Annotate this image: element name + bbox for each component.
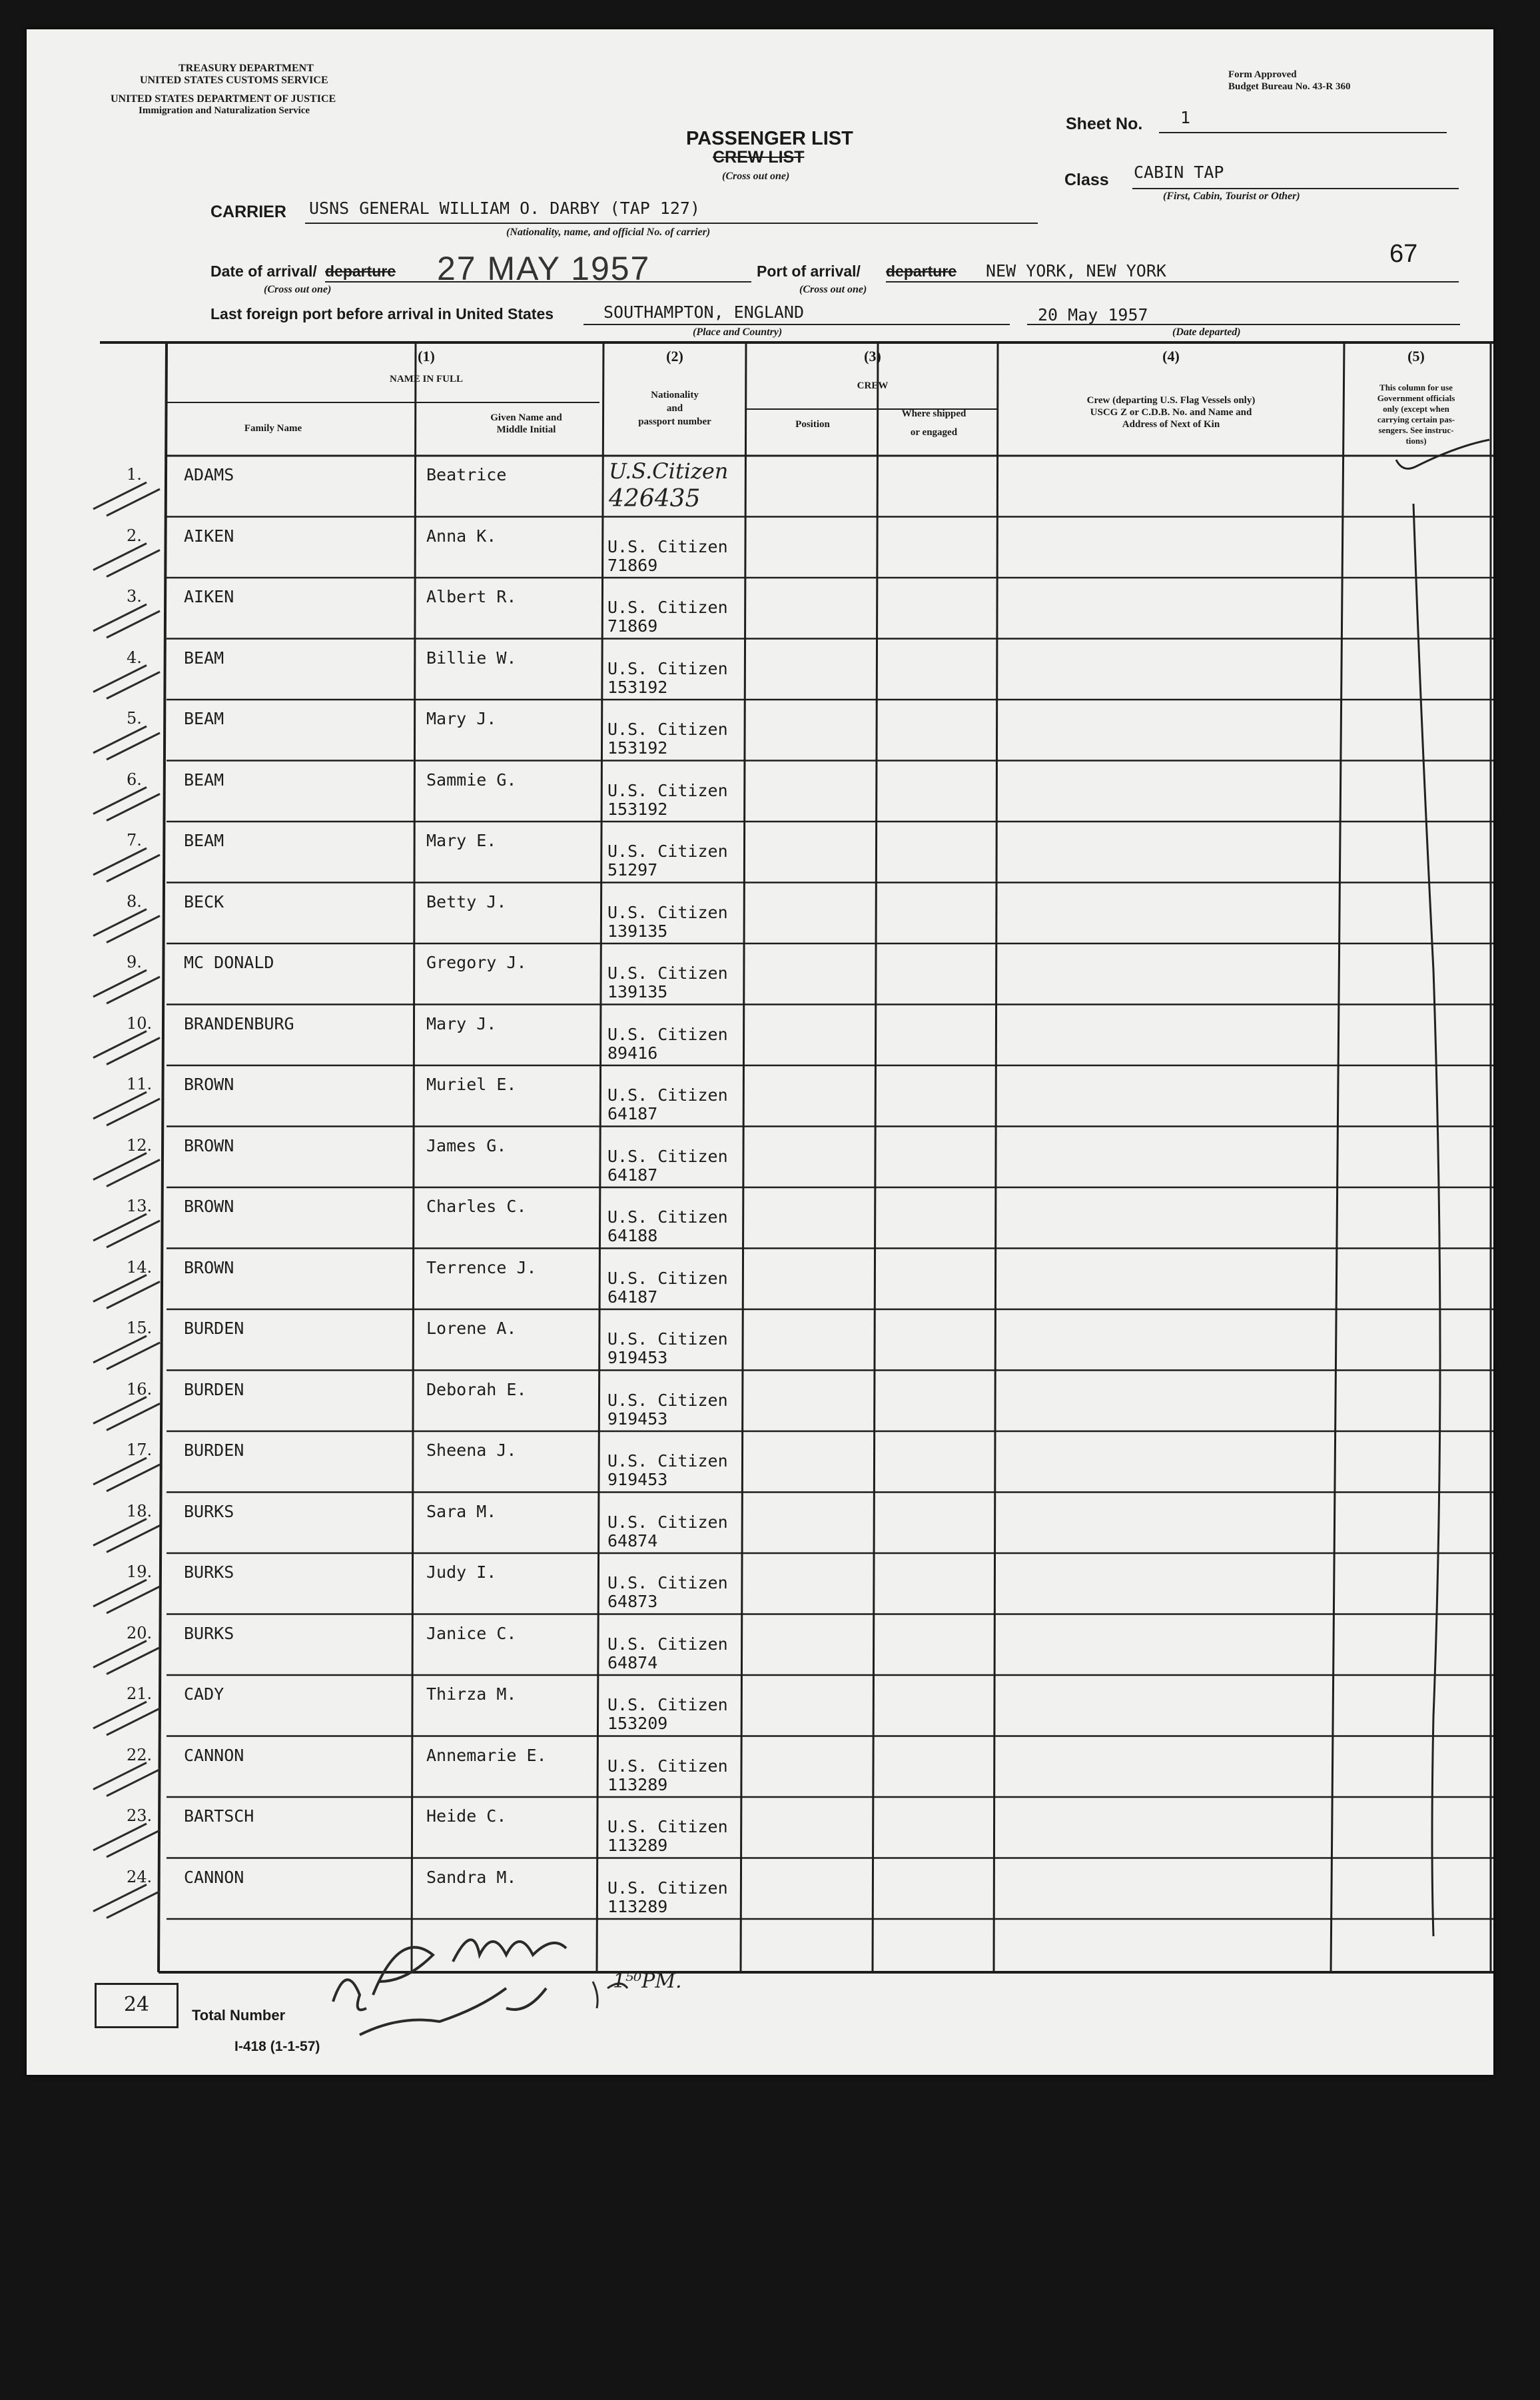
col5-title-5: sengers. See instruc- <box>1378 425 1454 435</box>
given-name: Heide C. <box>426 1806 507 1826</box>
family-name: CANNON <box>184 1867 244 1887</box>
last-foreign-port-value: SOUTHAMPTON, ENGLAND <box>603 302 805 322</box>
passport-number: 71869 <box>607 555 658 575</box>
carrier-note: (Nationality, name, and official No. of carrier) <box>506 227 711 238</box>
total-number-box <box>95 1983 179 2028</box>
col2-title-2: and <box>666 403 683 414</box>
port-cross-note: (Cross out one) <box>799 284 867 295</box>
nationality: U.S. Citizen <box>607 1878 728 1898</box>
family-name: BROWN <box>184 1135 234 1155</box>
nationality: U.S. Citizen <box>607 902 728 922</box>
passport-number: 919453 <box>607 1470 668 1489</box>
nationality: U.S. Citizen <box>607 1451 728 1471</box>
row-number: 3. <box>127 587 142 606</box>
family-name: BECK <box>184 892 224 911</box>
date-departed-note: (Date departed) <box>1172 326 1241 338</box>
row-number: 8. <box>127 892 142 911</box>
departure-crossed: departure <box>325 263 396 280</box>
col2-number: (2) <box>666 348 683 364</box>
given-name: Mary E. <box>426 831 497 850</box>
row-number: 21. <box>127 1684 153 1703</box>
nationality: U.S. Citizen <box>607 1146 728 1166</box>
carrier-value: USNS GENERAL WILLIAM O. DARBY (TAP 127) <box>309 199 700 218</box>
row-number: 22. <box>127 1745 153 1764</box>
row-number: 17. <box>127 1441 153 1459</box>
row-number: 19. <box>127 1562 153 1581</box>
col3-number: (3) <box>864 348 881 364</box>
agency-line-2: UNITED STATES CUSTOMS SERVICE <box>140 75 328 86</box>
row-number: 2. <box>127 526 142 545</box>
carrier-label: CARRIER <box>210 203 286 221</box>
row-number: 10. <box>127 1013 153 1033</box>
document-page <box>27 29 1493 2075</box>
passport-number: 919453 <box>607 1348 668 1367</box>
total-number-value: 24 <box>123 1993 150 2016</box>
given-name: Muriel E. <box>426 1075 517 1094</box>
nationality: U.S. Citizen <box>607 1573 728 1592</box>
passport-number: 113289 <box>607 1896 668 1916</box>
passport-number: 153192 <box>607 738 668 758</box>
col5-number: (5) <box>1407 348 1425 364</box>
col3-title: CREW <box>857 380 889 391</box>
passport-number: 153192 <box>607 799 668 819</box>
passport-number: 153209 <box>607 1714 668 1733</box>
nationality: U.S. Citizen <box>607 1512 728 1532</box>
port-departure-crossed: departure <box>886 263 957 280</box>
row-number: 24. <box>127 1867 153 1886</box>
agency-line-3: UNITED STATES DEPARTMENT OF JUSTICE <box>111 93 336 105</box>
col5-title-4: carrying certain pas- <box>1377 414 1455 424</box>
class-label: Class <box>1064 171 1109 189</box>
given-name: Judy I. <box>426 1562 497 1582</box>
col5-title-2: Government officials <box>1377 393 1455 403</box>
passport-number: 113289 <box>607 1836 668 1855</box>
class-value: CABIN TAP <box>1134 163 1224 182</box>
row-number: 7. <box>127 831 142 850</box>
given-name: Albert R. <box>426 587 517 606</box>
family-name: CANNON <box>184 1745 244 1765</box>
row-number: 11. <box>127 1075 153 1093</box>
given-name: Anna K. <box>426 526 497 546</box>
nationality: U.S. Citizen <box>607 1817 728 1836</box>
passport-number: 153192 <box>607 677 668 697</box>
col4-title-3: Address of Next of Kin <box>1122 419 1220 430</box>
form-number: I-418 (1-1-57) <box>234 2039 320 2054</box>
col-family-name: Family Name <box>244 423 302 434</box>
passport-number: 426435 <box>609 485 701 512</box>
given-name: Beatrice <box>426 465 507 484</box>
given-name: Janice C. <box>426 1623 517 1643</box>
given-name: Betty J. <box>426 892 507 911</box>
agency-line-4: Immigration and Naturalization Service <box>139 105 310 116</box>
passport-number: 64873 <box>607 1592 658 1611</box>
nationality: U.S. Citizen <box>607 536 728 556</box>
given-name: Sheena J. <box>426 1441 517 1460</box>
family-name: BURDEN <box>184 1441 244 1460</box>
arrival-date-stamp: 27 MAY 1957 <box>437 250 651 287</box>
passport-number: 139135 <box>607 921 668 941</box>
total-number-label: Total Number <box>192 2007 286 2024</box>
nationality: U.S. Citizen <box>607 658 728 678</box>
handwritten-number: 67 <box>1389 240 1418 268</box>
row-number: 16. <box>127 1379 153 1399</box>
row-number: 9. <box>127 953 142 971</box>
col-where-shipped-2: or engaged <box>910 427 958 438</box>
nationality: U.S. Citizen <box>607 1634 728 1654</box>
given-name: Billie W. <box>426 648 517 668</box>
given-name: Terrence J. <box>426 1257 537 1277</box>
family-name: BURDEN <box>184 1379 244 1399</box>
nationality: U.S.Citizen <box>609 458 729 484</box>
family-name: BEAM <box>184 648 224 668</box>
handwritten-time: 1⁵⁰PM. <box>613 1970 682 1993</box>
given-name: Annemarie E. <box>426 1745 547 1765</box>
given-name: Charles C. <box>426 1197 527 1216</box>
col1-number: (1) <box>418 348 435 364</box>
nationality: U.S. Citizen <box>607 842 728 861</box>
family-name: BURDEN <box>184 1319 244 1338</box>
form-approved: Form Approved <box>1228 69 1297 80</box>
passport-number: 113289 <box>607 1774 668 1794</box>
date-cross-note: (Cross out one) <box>264 284 332 295</box>
nationality: U.S. Citizen <box>607 1756 728 1776</box>
family-name: BRANDENBURG <box>184 1013 294 1033</box>
class-note: (First, Cabin, Tourist or Other) <box>1163 191 1300 202</box>
given-name: Mary J. <box>426 1013 497 1033</box>
family-name: BEAM <box>184 709 224 728</box>
sheet-number: 1 <box>1180 108 1191 127</box>
passport-number: 89416 <box>607 1043 658 1063</box>
col-given-name-2: Middle Initial <box>496 424 556 435</box>
port-of-arrival-label: Port of arrival/ <box>757 263 861 280</box>
nationality: U.S. Citizen <box>607 1268 728 1288</box>
nationality: U.S. Citizen <box>607 1207 728 1227</box>
col-given-name-1: Given Name and <box>490 412 562 423</box>
family-name: BURKS <box>184 1501 234 1521</box>
given-name: Mary J. <box>426 709 497 728</box>
given-name: Deborah E. <box>426 1379 527 1399</box>
family-name: MC DONALD <box>184 953 274 972</box>
col2-title-3: passport number <box>638 416 711 427</box>
row-number: 20. <box>127 1623 153 1642</box>
passport-number: 919453 <box>607 1409 668 1429</box>
row-number: 6. <box>127 770 142 789</box>
given-name: Sammie G. <box>426 770 517 790</box>
col-where-shipped-1: Where shipped <box>901 408 966 419</box>
given-name: Sara M. <box>426 1501 497 1521</box>
family-name: BEAM <box>184 770 224 790</box>
family-name: CADY <box>184 1684 224 1704</box>
place-country-note: (Place and Country) <box>693 326 783 338</box>
date-departed-value: 20 May 1957 <box>1038 305 1148 324</box>
family-name: BARTSCH <box>184 1806 254 1826</box>
passport-number: 139135 <box>607 982 668 1001</box>
nationality: U.S. Citizen <box>607 1390 728 1410</box>
nationality: U.S. Citizen <box>607 1085 728 1105</box>
col5-title-6: tions) <box>1405 436 1427 446</box>
col5-title-3: only (except when <box>1383 404 1449 414</box>
passport-number: 51297 <box>607 860 658 880</box>
col2-title-1: Nationality <box>651 390 699 400</box>
nationality: U.S. Citizen <box>607 1024 728 1044</box>
family-name: AIKEN <box>184 526 234 546</box>
row-number: 14. <box>127 1257 153 1277</box>
given-name: Sandra M. <box>426 1867 517 1887</box>
form-title-crossed: CREW LIST <box>713 148 805 167</box>
family-name: BROWN <box>184 1257 234 1277</box>
family-name: BEAM <box>184 831 224 850</box>
row-number: 23. <box>127 1806 153 1825</box>
family-name: BURKS <box>184 1562 234 1582</box>
row-number: 1. <box>127 465 142 484</box>
col5-title-1: This column for use <box>1379 382 1453 392</box>
nationality: U.S. Citizen <box>607 963 728 983</box>
agency-line-1: TREASURY DEPARTMENT <box>179 63 314 74</box>
row-number: 12. <box>127 1135 153 1155</box>
nationality: U.S. Citizen <box>607 780 728 800</box>
nationality: U.S. Citizen <box>607 598 728 617</box>
passport-number: 71869 <box>607 616 658 636</box>
family-name: BROWN <box>184 1075 234 1094</box>
given-name: Thirza M. <box>426 1684 517 1704</box>
col4-title-2: USCG Z or C.D.B. No. and Name and <box>1090 407 1252 418</box>
col4-number: (4) <box>1162 348 1180 364</box>
family-name: BURKS <box>184 1623 234 1643</box>
last-foreign-port-label: Last foreign port before arrival in United States <box>210 305 554 322</box>
cross-out-note: (Cross out one) <box>722 171 790 182</box>
col1-title: NAME IN FULL <box>389 374 463 384</box>
row-number: 13. <box>127 1197 153 1215</box>
passport-number: 64187 <box>607 1104 658 1123</box>
row-number: 18. <box>127 1501 153 1520</box>
col-position: Position <box>795 419 830 430</box>
date-of-arrival-label: Date of arrival/ <box>210 263 317 280</box>
port-value: NEW YORK, NEW YORK <box>986 261 1166 281</box>
row-number: 5. <box>127 709 142 728</box>
given-name: Gregory J. <box>426 953 527 972</box>
family-name: ADAMS <box>184 465 234 484</box>
nationality: U.S. Citizen <box>607 1329 728 1349</box>
passport-number: 64187 <box>607 1165 658 1185</box>
family-name: BROWN <box>184 1197 234 1216</box>
row-number: 4. <box>127 648 142 667</box>
passport-number: 64188 <box>607 1226 658 1245</box>
row-number: 15. <box>127 1319 153 1337</box>
budget-bureau: Budget Bureau No. 43-R 360 <box>1228 81 1351 92</box>
sheet-label: Sheet No. <box>1066 115 1143 133</box>
passport-number: 64187 <box>607 1287 658 1307</box>
given-name: Lorene A. <box>426 1319 517 1338</box>
passport-number: 64874 <box>607 1530 658 1550</box>
family-name: AIKEN <box>184 587 234 606</box>
passenger-table-grid <box>27 29 1493 2075</box>
col4-title-1: Crew (departing U.S. Flag Vessels only) <box>1086 395 1256 406</box>
nationality: U.S. Citizen <box>607 720 728 739</box>
passport-number: 64874 <box>607 1652 658 1672</box>
given-name: James G. <box>426 1135 507 1155</box>
nationality: U.S. Citizen <box>607 1695 728 1714</box>
form-title: PASSENGER LIST <box>686 128 853 149</box>
